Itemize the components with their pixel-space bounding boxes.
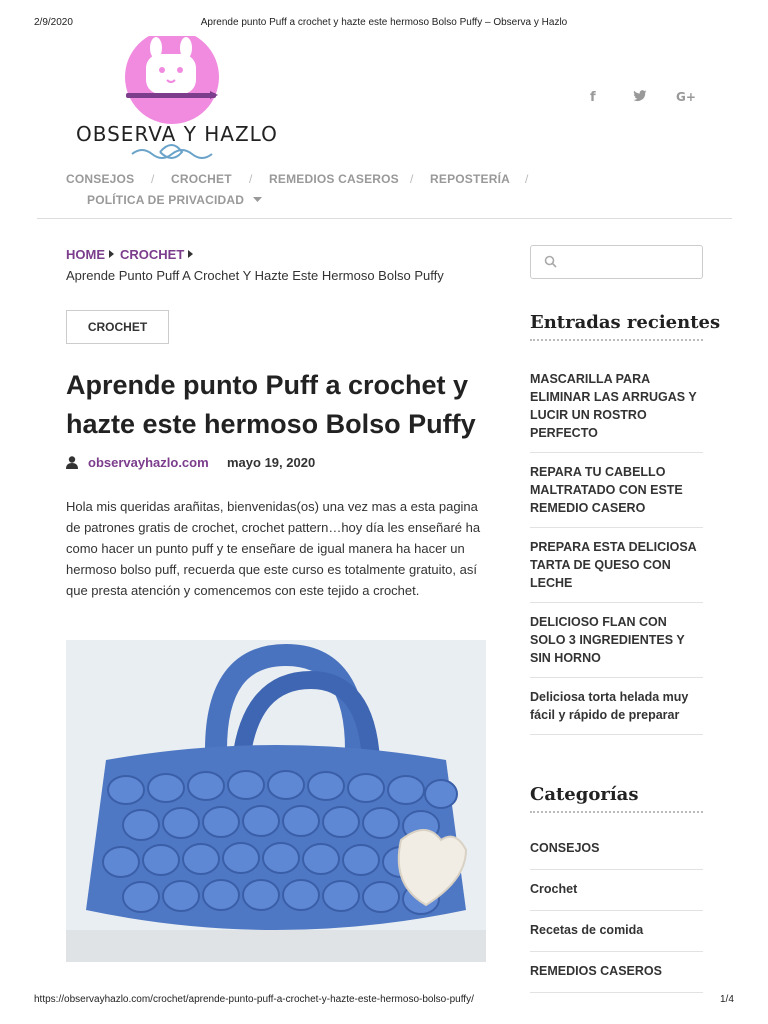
breadcrumb bbox=[66, 247, 199, 262]
caret-right-icon bbox=[109, 250, 114, 258]
bunny-logo-icon bbox=[70, 36, 280, 168]
nav-item-politica-de-privacidad[interactable] bbox=[87, 193, 262, 207]
post-intro: Hola mis queridas arañitas, bienvenidas(os) una vez mas a esta pagina de patrones gratis de crochet, crochet pattern…hoy día les enseñaré ha como hacer un punto puff y te enseñare de igual manera ha hacer un hermoso bolso puff, recuerda que este curso es totalmente gratuito, así que presta atención y comencemos con este tejido a crochet. bbox=[66, 499, 481, 598]
post-author[interactable]: observayhazlo.com bbox=[88, 455, 209, 470]
facebook-icon[interactable]: f bbox=[590, 90, 596, 105]
print-title: Aprende punto Puff a crochet y hazte este hermoso Bolso Puffy – Observa y Hazlo bbox=[200, 17, 568, 28]
nav-separator: / bbox=[410, 172, 414, 186]
user-icon bbox=[66, 456, 78, 469]
breadcrumb-crochet[interactable]: CROCHET bbox=[120, 247, 185, 262]
nav-separator: / bbox=[151, 172, 155, 186]
recent-post-link[interactable]: MASCARILLA PARA ELIMINAR LAS ARRUGAS Y LUCIR UN ROSTRO PERFECTO bbox=[530, 360, 703, 453]
recent-post-link[interactable]: REPARA TU CABELLO MALTRATADO CON ESTE REMEDIO CASERO bbox=[530, 453, 703, 528]
crochet-bag-image bbox=[66, 640, 486, 962]
search-input[interactable] bbox=[563, 252, 693, 272]
search-icon bbox=[544, 255, 557, 268]
breadcrumb-home[interactable]: HOME bbox=[66, 247, 105, 262]
nav-separator: / bbox=[525, 172, 529, 186]
print-date: 2/9/2020 bbox=[34, 17, 73, 28]
recent-post-link[interactable]: PREPARA ESTA DELICIOSA TARTA DE QUESO CON LECHE bbox=[530, 528, 703, 603]
widget-divider bbox=[530, 811, 703, 813]
recent-posts-title: Entradas recientes bbox=[530, 312, 721, 333]
print-header bbox=[0, 17, 768, 31]
nav-item-reposteria[interactable]: REPOSTERÍA bbox=[430, 172, 511, 186]
chevron-down-icon bbox=[253, 197, 262, 203]
logo-text: OBSERVA Y HAZLO bbox=[76, 122, 278, 146]
recent-posts-list bbox=[530, 360, 703, 735]
category-button[interactable]: CROCHET bbox=[66, 310, 169, 344]
category-link[interactable]: REMEDIOS CASEROS bbox=[530, 952, 703, 993]
widget-divider bbox=[530, 339, 703, 341]
category-link[interactable]: CONSEJOS bbox=[530, 829, 703, 870]
twitter-icon[interactable] bbox=[633, 90, 647, 106]
category-link[interactable]: Recetas de comida bbox=[530, 911, 703, 952]
recent-post-link[interactable]: Deliciosa torta helada muy fácil y rápido de preparar bbox=[530, 678, 703, 735]
googleplus-icon[interactable]: G+ bbox=[676, 90, 696, 104]
post-date: mayo 19, 2020 bbox=[227, 455, 316, 470]
category-link[interactable]: Crochet bbox=[530, 870, 703, 911]
categories-title: Categorías bbox=[530, 784, 639, 805]
nav-item-label: POLÍTICA DE PRIVACIDAD bbox=[87, 193, 245, 207]
nav-item-consejos[interactable]: CONSEJOS bbox=[66, 172, 135, 186]
nav-item-crochet[interactable]: CROCHET bbox=[171, 172, 232, 186]
nav-separator: / bbox=[249, 172, 253, 186]
print-page-number: 1/4 bbox=[720, 994, 734, 1005]
print-url: https://observayhazlo.com/crochet/aprende-punto-puff-a-crochet-y-hazte-este-hermoso-bolso-puffy/ bbox=[34, 994, 474, 1005]
site-logo[interactable] bbox=[70, 36, 280, 168]
recent-post-link[interactable]: DELICIOSO FLAN CON SOLO 3 INGREDIENTES Y SIN HORNO bbox=[530, 603, 703, 678]
nav-item-remedios-caseros[interactable]: REMEDIOS CASEROS bbox=[269, 172, 399, 186]
breadcrumb-current: Aprende Punto Puff A Crochet Y Hazte Este Hermoso Bolso Puffy bbox=[66, 268, 444, 283]
categories-list bbox=[530, 829, 703, 993]
post-title: Aprende punto Puff a crochet y hazte este hermoso Bolso Puffy bbox=[66, 370, 476, 439]
post-image bbox=[66, 640, 486, 962]
search-box[interactable] bbox=[530, 245, 703, 279]
caret-right-icon bbox=[188, 250, 193, 258]
nav-divider bbox=[37, 218, 732, 219]
